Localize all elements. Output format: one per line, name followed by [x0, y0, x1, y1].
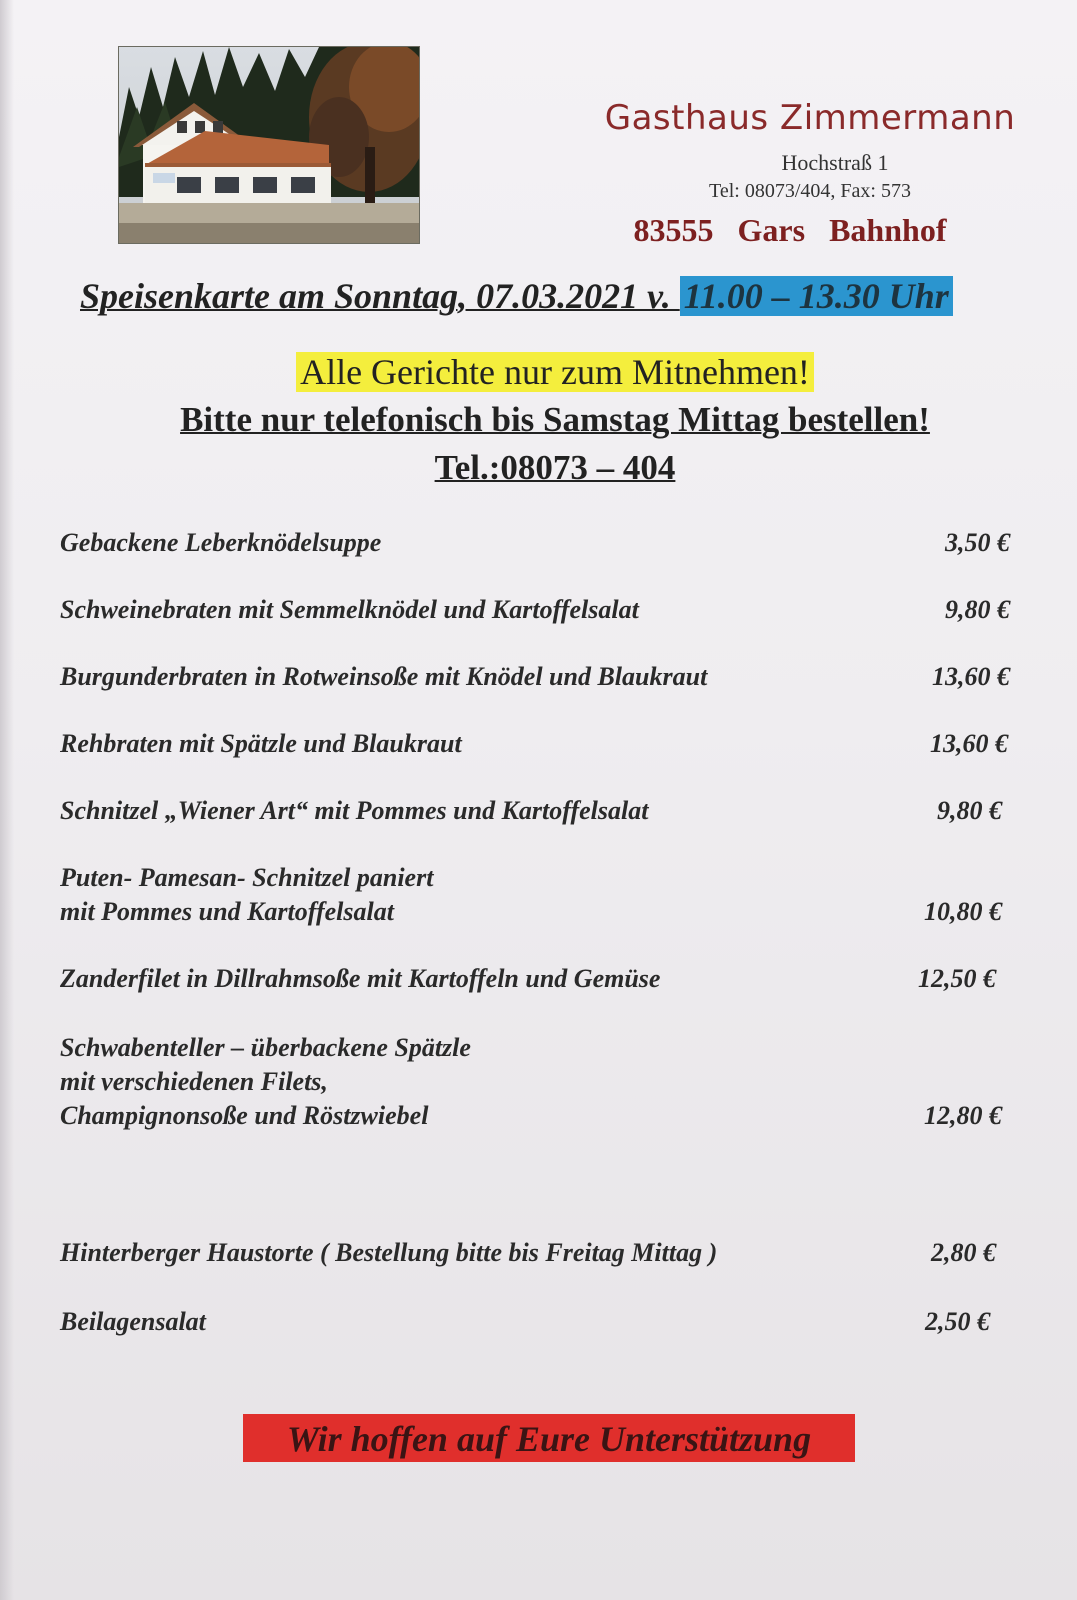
order-phone-number: Tel.:08073 – 404 [434, 448, 676, 487]
menu-item-price: 9,80 € [945, 595, 1010, 624]
menu-item-price: 10,80 € [924, 897, 1002, 926]
menu-item [60, 660, 1030, 694]
contact-line: Tel: 08073/404, Fax: 573 [709, 180, 911, 202]
menu-item-dish: Puten- Pamesan- Schnitzel paniert mit Pommes und Kartoffelsalat [60, 863, 434, 926]
menu-item-price: 9,80 € [937, 796, 1002, 825]
serving-time-highlight: 11.00 – 13.30 Uhr [680, 276, 953, 316]
menu-item-dish: Rehbraten mit Spätzle und Blaukraut [60, 729, 462, 758]
menu-item [60, 962, 1030, 996]
phone-order-notice: Bitte nur telefonisch bis Samstag Mittag bestellen! [180, 400, 930, 439]
menu-item [60, 1305, 1030, 1339]
support-message: Wir hoffen auf Eure Unterstützung [243, 1414, 855, 1462]
menu-item-dish: Schnitzel „Wiener Art“ mit Pommes und Kartoffelsalat [60, 796, 649, 825]
menu-item-price: 12,80 € [924, 1101, 1002, 1130]
menu-item-dish: Hinterberger Haustorte ( Bestellung bitte bis Freitag Mittag ) [60, 1238, 718, 1267]
menu-item [60, 727, 1030, 761]
menu-item-dish: Zanderfilet in Dillrahmsoße mit Kartoffeln und Gemüse [60, 964, 661, 993]
menu-item-price: 3,50 € [945, 528, 1010, 557]
takeaway-notice-highlight: Alle Gerichte nur zum Mitnehmen! [296, 352, 814, 392]
menu-item-price: 2,80 € [931, 1238, 996, 1267]
postal-city: 83555 Gars Bahnhof [633, 212, 947, 248]
menu-item [60, 1236, 1030, 1270]
menu-item-dish: Burgunderbraten in Rotweinsoße mit Knödel und Blaukraut [60, 662, 708, 691]
menu-item-dish: Beilagensalat [60, 1307, 206, 1336]
menu-item-price: 12,50 € [918, 964, 996, 993]
restaurant-name: Gasthaus Zimmermann [604, 98, 1016, 138]
menu-title-text: Speisenkarte am Sonntag, 07.03.2021 v. [80, 276, 680, 316]
menu-item [60, 861, 1030, 929]
menu-item [60, 794, 1030, 828]
menu-item-dish: Schweinebraten mit Semmelknödel und Kartoffelsalat [60, 595, 639, 624]
menu-item [60, 593, 1030, 627]
menu-item [60, 1031, 1030, 1133]
menu-item [60, 526, 1030, 560]
menu-item-price: 2,50 € [925, 1307, 990, 1336]
menu-item-dish: Gebackene Leberknödelsuppe [60, 528, 382, 557]
street-address: Hochstraß 1 [781, 150, 889, 175]
menu-item-price: 13,60 € [930, 729, 1008, 758]
menu-item-dish: Schwabenteller – überbackene Spätzle mit verschiedenen Filets, Champignonsoße und Röstzwiebel [60, 1033, 471, 1130]
menu-item-price: 13,60 € [932, 662, 1010, 691]
